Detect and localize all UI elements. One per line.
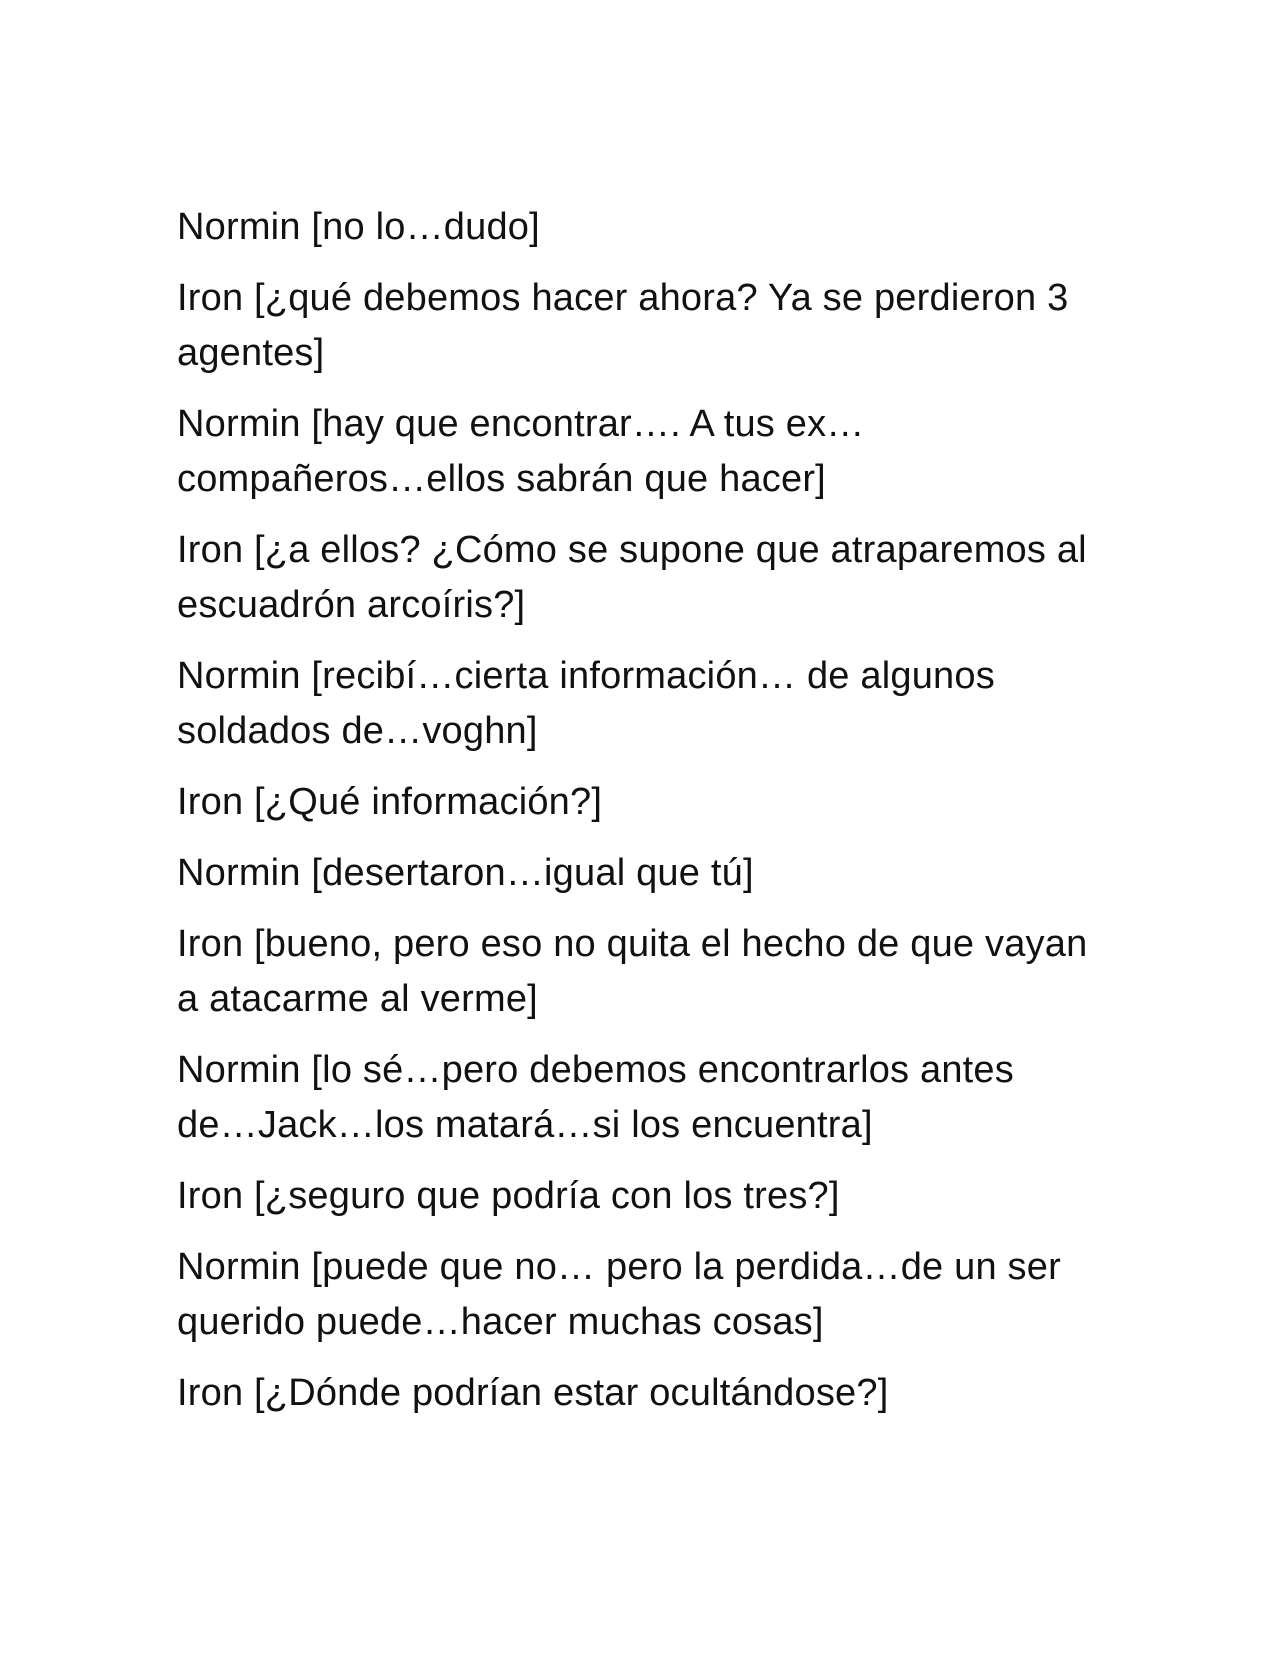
dialogue-line: Normin [hay que encontrar…. A tus ex… compañeros…ellos sabrán que hacer] (177, 403, 865, 500)
dialogue-line: Iron [¿Dónde podrían estar ocultándose?] (177, 1372, 889, 1414)
dialogue-block (177, 200, 1097, 1437)
dialogue-line: Normin [recibí…cierta información… de algunos soldados de…voghn] (177, 655, 995, 752)
dialogue-line: Iron [¿qué debemos hacer ahora? Ya se perdieron 3 agentes] (177, 277, 1069, 374)
dialogue-line: Iron [bueno, pero eso no quita el hecho de que vayan a atacarme al verme] (177, 923, 1088, 1020)
dialogue-line: Normin [no lo…dudo] (177, 206, 540, 248)
dialogue-line: Iron [¿Qué información?] (177, 781, 603, 823)
dialogue-line: Normin [puede que no… pero la perdida…de un ser querido puede…hacer muchas cosas] (177, 1246, 1061, 1343)
dialogue-line: Iron [¿seguro que podría con los tres?] (177, 1175, 840, 1217)
dialogue-line: Iron [¿a ellos? ¿Cómo se supone que atraparemos al escuadrón arcoíris?] (177, 529, 1087, 626)
dialogue-line: Normin [lo sé…pero debemos encontrarlos antes de…Jack…los matará…si los encuentra] (177, 1049, 1014, 1146)
dialogue-line: Normin [desertaron…igual que tú] (177, 852, 754, 894)
